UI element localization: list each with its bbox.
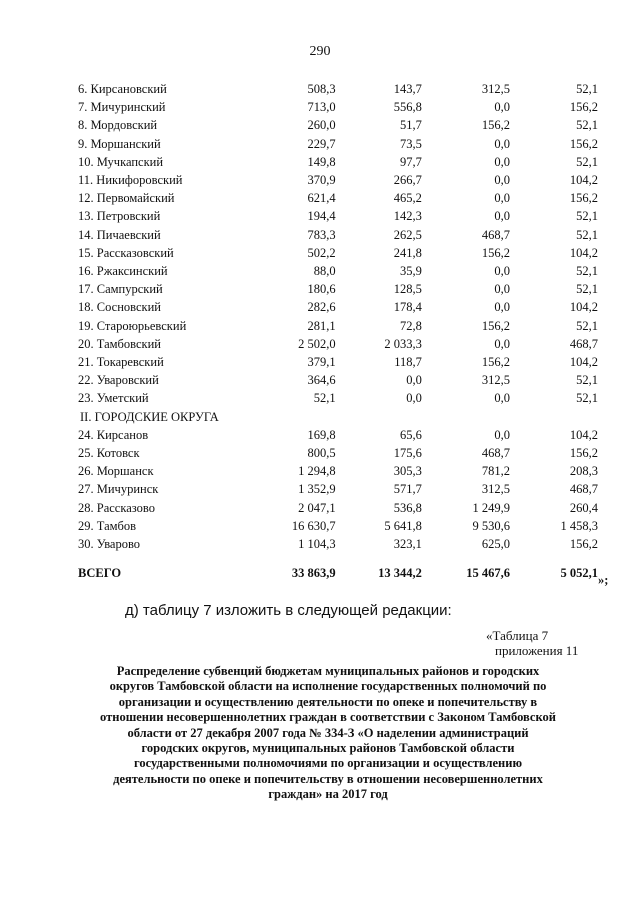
section-header-group xyxy=(78,408,598,426)
row-value-2: 142,3 xyxy=(393,209,422,224)
total-suffix: »; xyxy=(598,573,609,588)
row-value-1: 508,3 xyxy=(307,82,336,96)
row-name: 14. Пичаевский xyxy=(78,227,161,242)
row-name: 8. Мордовский xyxy=(78,118,158,133)
section-title: II. ГОРОДСКИЕ ОКРУГА xyxy=(80,409,219,424)
row-value-1: 2 047,1 xyxy=(298,500,336,515)
row-value-3: 0,0 xyxy=(494,427,511,442)
total-value-3: 15 467,6 xyxy=(466,566,511,581)
row-value-3: 781,2 xyxy=(481,464,511,479)
table-row xyxy=(78,335,598,353)
row-name: 17. Сампурский xyxy=(78,282,163,297)
row-value-1: 370,9 xyxy=(307,173,336,188)
row-value-4: 52,1 xyxy=(576,82,598,96)
row-value-3: 0,0 xyxy=(494,300,511,315)
row-value-3: 0,0 xyxy=(494,391,511,406)
row-value-2: 128,5 xyxy=(393,282,422,297)
row-value-2: 72,8 xyxy=(400,318,422,333)
row-name: 28. Рассказово xyxy=(78,500,155,515)
row-value-4: 104,2 xyxy=(569,427,598,442)
table-row xyxy=(78,207,598,225)
row-value-2: 97,7 xyxy=(400,154,422,169)
row-value-1: 260,0 xyxy=(307,118,336,133)
row-value-1: 16 630,7 xyxy=(291,518,336,533)
row-value-2: 465,2 xyxy=(393,191,422,206)
row-value-4: 156,2 xyxy=(569,537,598,552)
row-value-2: 175,6 xyxy=(393,446,422,461)
row-value-1: 1 352,9 xyxy=(298,482,336,497)
row-name: 30. Уварово xyxy=(78,537,141,552)
row-value-4: 156,2 xyxy=(569,191,598,206)
row-value-3: 0,0 xyxy=(494,154,511,169)
row-value-1: 169,8 xyxy=(307,427,336,442)
row-value-1: 800,5 xyxy=(307,446,336,461)
row-value-1: 1 104,3 xyxy=(298,537,336,552)
table-row xyxy=(78,226,598,244)
row-value-3: 0,0 xyxy=(494,191,511,206)
table-row xyxy=(78,371,598,389)
row-name: 13. Петровский xyxy=(78,209,161,224)
row-value-2: 0,0 xyxy=(406,391,422,406)
section-header-row xyxy=(78,408,598,426)
row-name: 19. Староюрьевский xyxy=(78,318,187,333)
row-value-3: 156,2 xyxy=(481,318,511,333)
table-row xyxy=(78,280,598,298)
row-name: 10. Мучкапский xyxy=(78,154,164,169)
row-value-3: 156,2 xyxy=(481,245,511,260)
row-value-4: 52,1 xyxy=(576,118,598,133)
table-row xyxy=(78,353,598,371)
row-value-3: 0,0 xyxy=(494,282,511,297)
row-value-4: 52,1 xyxy=(576,318,598,333)
row-value-4: 52,1 xyxy=(576,373,598,388)
table-row xyxy=(78,535,598,553)
row-value-1: 621,4 xyxy=(307,191,336,206)
row-value-3: 312,5 xyxy=(481,373,511,388)
table-reference-line-1: «Таблица 7 xyxy=(486,628,549,643)
row-value-3: 468,7 xyxy=(481,446,511,461)
total-value-2: 13 344,2 xyxy=(378,566,422,581)
table-row xyxy=(78,189,598,207)
row-value-1: 502,2 xyxy=(307,245,336,260)
row-value-3: 0,0 xyxy=(494,209,511,224)
row-value-1: 364,6 xyxy=(307,373,336,388)
table-row xyxy=(78,426,598,444)
row-value-1: 88,0 xyxy=(313,264,336,279)
table-row xyxy=(78,480,598,498)
row-value-1: 379,1 xyxy=(307,355,336,370)
row-name: 12. Первомайский xyxy=(78,191,175,206)
row-value-3: 468,7 xyxy=(481,227,511,242)
subvention-table xyxy=(78,80,609,588)
table-row xyxy=(78,517,598,535)
row-value-1: 281,1 xyxy=(307,318,336,333)
row-value-3: 0,0 xyxy=(494,136,511,151)
row-value-2: 241,8 xyxy=(393,245,422,260)
row-name: 11. Никифоровский xyxy=(78,173,183,188)
table-row xyxy=(78,153,598,171)
row-name: 20. Тамбовский xyxy=(78,336,161,351)
row-value-2: 65,6 xyxy=(400,427,422,442)
table-row xyxy=(78,135,598,153)
row-name: 21. Токаревский xyxy=(78,355,164,370)
row-name: 15. Рассказовский xyxy=(78,245,174,260)
row-value-2: 178,4 xyxy=(393,300,422,315)
row-value-3: 0,0 xyxy=(494,173,511,188)
row-value-4: 52,1 xyxy=(576,282,598,297)
row-name: 16. Ржаксинский xyxy=(78,264,168,279)
row-value-2: 118,7 xyxy=(394,355,422,370)
table-row xyxy=(78,262,598,280)
row-value-4: 52,1 xyxy=(576,264,598,279)
row-value-4: 104,2 xyxy=(569,355,598,370)
row-value-4: 104,2 xyxy=(569,173,598,188)
row-value-2: 51,7 xyxy=(400,118,422,133)
row-value-1: 149,8 xyxy=(307,154,336,169)
table-row xyxy=(78,462,598,480)
row-name: 29. Тамбов xyxy=(78,518,137,533)
total-value-1: 33 863,9 xyxy=(291,566,336,581)
row-name: 23. Уметский xyxy=(78,391,149,406)
row-value-4: 52,1 xyxy=(576,391,598,406)
row-value-3: 0,0 xyxy=(494,264,511,279)
row-value-4: 156,2 xyxy=(569,100,598,115)
total-row xyxy=(78,553,598,587)
table-row xyxy=(78,298,598,316)
table-heading: Распределение субвенций бюджетам муниципальных районов и городских округов Тамбовской области на исполнение государственных полномочий по организации и осуществлению деятельности по опеке и попечительству в отношении несовершеннолетних граждан в соответствии с Законом Тамбовской области от 27 декабря 2007 года № 334-З «О наделении администраций городских округов, муниципальных районов Тамбовской области государственными полномочиями по организации и осуществлению деятельности по опеке и попечительству в отношении несовершеннолетних граждан» на 2017 год xyxy=(100,664,556,802)
total-value-4: 5 052,1 xyxy=(560,566,598,581)
row-value-3: 1 249,9 xyxy=(472,500,511,515)
row-value-2: 5 641,8 xyxy=(384,518,422,533)
city-rows xyxy=(78,426,598,553)
row-name: 18. Сосновский xyxy=(78,300,161,315)
row-name: 9. Моршанский xyxy=(78,136,161,151)
row-value-1: 783,3 xyxy=(307,227,336,242)
row-value-4: 1 458,3 xyxy=(560,518,598,533)
row-value-1: 282,6 xyxy=(307,300,336,315)
table-row xyxy=(78,389,598,407)
row-value-4: 260,4 xyxy=(569,500,598,515)
row-value-1: 52,1 xyxy=(313,391,336,406)
total-group xyxy=(78,553,609,588)
row-value-1: 180,6 xyxy=(307,282,336,297)
row-value-4: 52,1 xyxy=(576,227,598,242)
row-name: 26. Моршанск xyxy=(78,464,154,479)
district-rows xyxy=(78,80,598,408)
amendment-instruction: д) таблицу 7 изложить в следующей редакции: xyxy=(125,602,452,619)
row-value-4: 156,2 xyxy=(569,446,598,461)
row-value-1: 194,4 xyxy=(307,209,336,224)
row-name: 27. Мичуринск xyxy=(78,482,159,497)
row-value-3: 0,0 xyxy=(494,336,511,351)
table-row xyxy=(78,116,598,134)
row-value-1: 1 294,8 xyxy=(298,464,336,479)
row-value-4: 468,7 xyxy=(569,336,598,351)
row-value-3: 156,2 xyxy=(481,355,511,370)
row-value-3: 9 530,6 xyxy=(472,518,511,533)
row-value-2: 556,8 xyxy=(393,100,422,115)
row-value-2: 0,0 xyxy=(406,373,422,388)
row-value-3: 156,2 xyxy=(481,118,511,133)
row-value-2: 143,7 xyxy=(393,82,422,96)
row-value-2: 73,5 xyxy=(400,136,422,151)
row-value-2: 266,7 xyxy=(393,173,422,188)
row-name: 25. Котовск xyxy=(78,446,140,461)
total-value-4-wrap xyxy=(560,566,609,588)
table-row xyxy=(78,171,598,189)
total-value-4-cell xyxy=(510,553,609,588)
row-value-4: 104,2 xyxy=(569,245,598,260)
row-value-3: 625,0 xyxy=(481,537,511,552)
table-row xyxy=(78,444,598,462)
row-name: 7. Мичуринский xyxy=(78,100,166,115)
row-value-4: 156,2 xyxy=(569,136,598,151)
row-value-2: 536,8 xyxy=(393,500,422,515)
table-row xyxy=(78,98,598,116)
row-name: 24. Кирсанов xyxy=(78,427,149,442)
row-value-1: 229,7 xyxy=(307,136,336,151)
table-row xyxy=(78,499,598,517)
row-value-3: 312,5 xyxy=(481,82,511,96)
total-label: ВСЕГО xyxy=(78,566,122,581)
row-value-1: 713,0 xyxy=(307,100,336,115)
table-reference xyxy=(486,628,578,658)
row-value-2: 305,3 xyxy=(393,464,422,479)
page-number: 290 xyxy=(309,44,331,59)
row-value-1: 2 502,0 xyxy=(298,336,336,351)
row-value-4: 104,2 xyxy=(569,300,598,315)
row-value-4: 52,1 xyxy=(576,154,598,169)
row-value-2: 2 033,3 xyxy=(384,336,422,351)
table-reference-line-2: приложения 11 xyxy=(495,643,579,658)
row-value-2: 323,1 xyxy=(393,537,422,552)
row-name: 22. Уваровский xyxy=(78,373,159,388)
row-value-2: 571,7 xyxy=(393,482,422,497)
row-value-2: 35,9 xyxy=(400,264,422,279)
row-value-4: 52,1 xyxy=(576,209,598,224)
table-row xyxy=(78,317,598,335)
row-value-4: 208,3 xyxy=(569,464,598,479)
row-value-3: 312,5 xyxy=(481,482,511,497)
row-value-3: 0,0 xyxy=(494,100,511,115)
row-value-4: 468,7 xyxy=(569,482,598,497)
table-row xyxy=(78,80,598,98)
row-value-2: 262,5 xyxy=(393,227,422,242)
table-row xyxy=(78,244,598,262)
row-name: 6. Кирсановский xyxy=(78,82,167,96)
